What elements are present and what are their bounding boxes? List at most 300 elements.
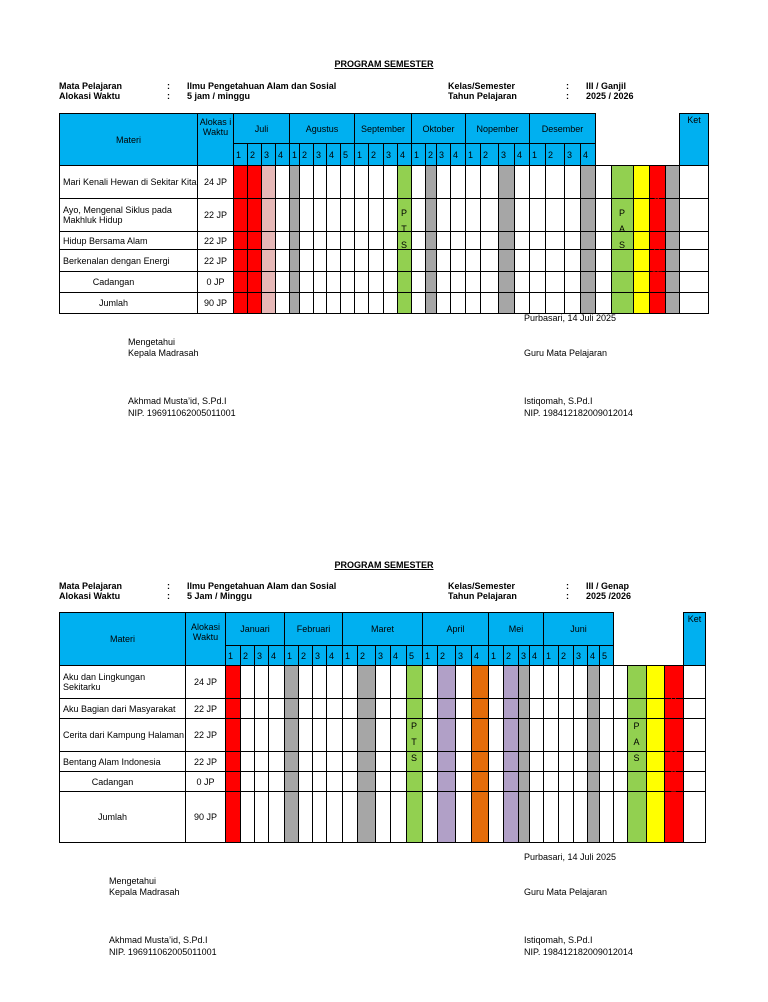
week-cell (471, 751, 489, 772)
week-cell (545, 271, 565, 293)
pas-label-letter: P (633, 721, 640, 731)
month-header: Nopember (465, 113, 530, 144)
materi-cell: Aku dan Lingkungan Sekitarku (59, 665, 186, 699)
week-cell (313, 292, 327, 314)
ket-cell (679, 249, 709, 272)
week-cell (514, 231, 530, 250)
kelas-label: Kelas/Semester (448, 581, 516, 591)
week-cell (247, 198, 262, 232)
week-cell (284, 698, 299, 719)
week-cell (326, 665, 343, 699)
week-cell (450, 198, 466, 232)
week-cell (599, 698, 614, 719)
week-cell (633, 198, 650, 232)
week-cell (503, 718, 519, 752)
week-number: 2 (299, 143, 314, 166)
week-cell (633, 249, 650, 272)
week-cell (529, 271, 546, 293)
week-cell (233, 198, 248, 232)
week-cell (599, 751, 614, 772)
kepala-nip: NIP. 196911062005011001 (109, 947, 217, 957)
week-number: 1 (488, 645, 504, 666)
week-cell (455, 791, 472, 843)
week-cell (254, 665, 269, 699)
libur-semester-label-letter: U (653, 206, 661, 217)
week-cell (326, 249, 341, 272)
week-cell (471, 665, 489, 699)
month-header: Mei (488, 612, 544, 646)
pas-label (611, 205, 633, 265)
week-cell (573, 665, 588, 699)
libur-semester-label-letter: B (670, 685, 677, 696)
ket-cell (683, 718, 706, 752)
week-cell (406, 791, 423, 843)
place-date: Purbasari, 14 Juli 2025 (524, 852, 617, 862)
week-cell (613, 665, 628, 699)
colon: : (566, 591, 569, 601)
week-number: 2 (357, 645, 376, 666)
week-number: 3 (498, 143, 515, 166)
month-header: Juli (233, 113, 290, 144)
week-cell (471, 771, 489, 792)
week-cell (357, 771, 376, 792)
libur-semester-label-letter: S (670, 727, 677, 738)
week-cell (573, 698, 588, 719)
week-cell (529, 165, 546, 199)
page-title: PROGRAM SEMESTER (334, 560, 434, 570)
week-cell (342, 771, 358, 792)
week-cell (233, 249, 248, 272)
week-cell (299, 231, 314, 250)
libur-semester-label-letter: R (653, 216, 661, 227)
week-cell (646, 665, 665, 699)
week-cell (646, 698, 665, 719)
week-cell (558, 698, 574, 719)
week-number: 1 (422, 645, 438, 666)
pts-label-letter: S (410, 753, 417, 763)
week-cell (375, 751, 391, 772)
colon: : (566, 581, 569, 591)
week-cell (397, 292, 412, 314)
week-cell (529, 718, 544, 752)
week-cell (275, 165, 290, 199)
month-header: April (422, 612, 489, 646)
week-cell (450, 249, 466, 272)
week-number: 1 (354, 143, 369, 166)
month-header: Agustus (289, 113, 355, 144)
ket-cell (683, 665, 706, 699)
libur-semester-label-letter: E (670, 789, 677, 800)
alokasi-cell: 22 JP (185, 698, 226, 719)
week-cell (564, 249, 581, 272)
week-cell (633, 231, 650, 250)
pts-label-letter: T (401, 224, 407, 234)
week-cell (225, 771, 241, 792)
tahun-value: 2025 / 2026 (586, 91, 634, 101)
week-cell (368, 165, 384, 199)
kepala-title: Kepala Madrasah (128, 348, 199, 358)
week-cell (390, 751, 407, 772)
week-cell (313, 249, 327, 272)
pas-label-letter: A (618, 224, 625, 234)
libur-semester-label-letter: R (653, 279, 661, 290)
kepala-title: Kepala Madrasah (109, 887, 180, 897)
week-number: 1 (342, 645, 358, 666)
week-cell (558, 791, 574, 843)
week-cell (340, 198, 355, 232)
kepala-name: Akhmad Musta’id, S.Pd.I (109, 935, 208, 945)
week-cell (275, 292, 290, 314)
alokasi-cell: 22 JP (185, 751, 226, 772)
colon: : (167, 81, 170, 91)
week-cell (313, 231, 327, 250)
week-cell (646, 751, 665, 772)
week-cell (261, 249, 276, 272)
materi-cell: Hidup Bersama Alam (59, 231, 198, 250)
week-cell (503, 665, 519, 699)
week-cell (240, 718, 255, 752)
pts-label-letter: P (400, 208, 407, 218)
week-cell (633, 165, 650, 199)
week-cell (480, 165, 499, 199)
week-cell (240, 791, 255, 843)
week-cell (633, 271, 650, 293)
week-cell (340, 271, 355, 293)
week-cell (397, 271, 412, 293)
week-cell (529, 771, 544, 792)
alokasi-cell: 0 JP (185, 771, 226, 792)
week-cell (436, 292, 451, 314)
week-cell (247, 165, 262, 199)
week-cell (573, 751, 588, 772)
week-cell (465, 165, 481, 199)
month-header: Oktober (411, 113, 466, 144)
pts-label-letter: T (411, 737, 417, 747)
week-cell (368, 292, 384, 314)
week-cell (529, 791, 544, 843)
pts-label (406, 718, 422, 778)
week-cell (268, 791, 285, 843)
week-number: 4 (275, 143, 290, 166)
week-number: 4 (268, 645, 285, 666)
week-cell (225, 751, 241, 772)
week-cell (284, 665, 299, 699)
week-cell (529, 751, 544, 772)
week-cell (406, 665, 423, 699)
week-cell (340, 249, 355, 272)
week-cell (488, 665, 504, 699)
week-cell (595, 231, 612, 250)
week-cell (312, 718, 327, 752)
ket-cell (683, 771, 706, 792)
ket-cell (683, 791, 706, 843)
week-cell (312, 698, 327, 719)
libur-semester-label-letter: B (653, 195, 660, 206)
week-cell (313, 198, 327, 232)
week-cell (326, 791, 343, 843)
week-cell (514, 292, 530, 314)
week-cell (383, 271, 398, 293)
week-number: 3 (383, 143, 398, 166)
week-cell (503, 771, 519, 792)
guru-title: Guru Mata Pelajaran (524, 348, 608, 358)
mengetahui-label: Mengetahui (109, 876, 157, 886)
materi-cell: Berkenalan dengan Energi (59, 249, 198, 272)
week-cell (240, 751, 255, 772)
week-cell (383, 198, 398, 232)
week-cell (342, 751, 358, 772)
libur-semester-label-letter: U (670, 696, 677, 707)
pts-label (397, 205, 411, 265)
pts-label-letter: S (400, 240, 407, 250)
materi-cell: Mari Kenali Hewan di Sekitar Kita (59, 165, 198, 199)
tahun-value: 2025 /2026 (586, 591, 632, 601)
week-number: 1 (465, 143, 481, 166)
week-cell (268, 751, 285, 772)
week-cell (247, 271, 262, 293)
week-cell (354, 271, 369, 293)
week-number: 1 (225, 645, 241, 666)
ket-cell (683, 751, 706, 772)
ket-cell (683, 698, 706, 719)
week-number: 4 (529, 645, 544, 666)
week-cell (613, 771, 628, 792)
libur-semester-label (649, 175, 665, 313)
ket-cell (679, 292, 709, 314)
week-cell (627, 791, 647, 843)
week-cell (299, 271, 314, 293)
mapel-label: Mata Pelajaran (59, 581, 123, 591)
week-cell (514, 198, 530, 232)
header-ket: Ket (683, 612, 706, 666)
week-cell (611, 271, 634, 293)
week-cell (580, 292, 596, 314)
week-number: 1 (289, 143, 300, 166)
week-cell (261, 165, 276, 199)
alokasi-label: Alokasi Waktu (59, 591, 121, 601)
week-cell (543, 698, 559, 719)
week-cell (665, 165, 680, 199)
week-cell (599, 771, 614, 792)
week-cell (595, 165, 612, 199)
week-cell (326, 698, 343, 719)
week-number: 1 (284, 645, 299, 666)
week-cell (471, 791, 489, 843)
week-cell (268, 771, 285, 792)
week-cell (437, 751, 456, 772)
week-cell (465, 198, 481, 232)
week-number: 4 (471, 645, 489, 666)
header-materi: Materi (59, 113, 198, 166)
kepala-nip: NIP. 196911062005011001 (128, 408, 236, 418)
week-number: 3 (436, 143, 451, 166)
ket-cell (679, 165, 709, 199)
header-alokasi-waktu: Alokasi Waktu (185, 612, 226, 666)
week-number: 2 (558, 645, 574, 666)
week-cell (411, 231, 426, 250)
week-cell (357, 791, 376, 843)
week-cell (488, 698, 504, 719)
week-cell (368, 249, 384, 272)
week-cell (225, 698, 241, 719)
week-cell (480, 231, 499, 250)
week-cell (488, 718, 504, 752)
kelas-value: III / Ganjil (586, 81, 627, 91)
ket-cell (679, 231, 709, 250)
week-cell (342, 791, 358, 843)
week-cell (627, 665, 647, 699)
week-cell (580, 165, 596, 199)
week-number: 4 (580, 143, 596, 166)
week-cell (665, 198, 680, 232)
week-cell (646, 791, 665, 843)
week-cell (471, 698, 489, 719)
week-cell (564, 165, 581, 199)
guru-name: Istiqomah, S.Pd.I (524, 396, 593, 406)
mapel-value: Ilmu Pengetahuan Alam dan Sosial (187, 81, 337, 91)
materi-cell: Cadangan (59, 771, 186, 792)
week-number: 2 (503, 645, 519, 666)
pas-label-letter: P (618, 208, 625, 218)
week-number: 2 (368, 143, 384, 166)
week-number: 5 (599, 645, 614, 666)
week-cell (465, 249, 481, 272)
week-cell (268, 665, 285, 699)
week-cell (275, 249, 290, 272)
week-number: 1 (529, 143, 546, 166)
guru-name: Istiqomah, S.Pd.I (524, 935, 593, 945)
week-cell (411, 165, 426, 199)
week-cell (375, 771, 391, 792)
libur-semester-label-letter: I (655, 185, 659, 196)
ket-cell (679, 198, 709, 232)
week-cell (613, 751, 628, 772)
week-cell (299, 292, 314, 314)
week-cell (422, 751, 438, 772)
week-cell (298, 771, 313, 792)
week-cell (450, 165, 466, 199)
week-cell (254, 771, 269, 792)
week-cell (233, 231, 248, 250)
week-cell (595, 292, 612, 314)
week-cell (298, 751, 313, 772)
month-header: Januari (225, 612, 285, 646)
pas-label-letter: S (633, 753, 640, 763)
libur-semester-label-letter: E (670, 737, 677, 748)
week-cell (436, 198, 451, 232)
week-cell (326, 198, 341, 232)
week-cell (233, 165, 248, 199)
week-cell (665, 292, 680, 314)
week-cell (354, 165, 369, 199)
week-number: 2 (298, 645, 313, 666)
week-cell (450, 271, 466, 293)
week-cell (558, 665, 574, 699)
week-cell (529, 231, 546, 250)
week-cell (498, 271, 515, 293)
week-number: 2 (247, 143, 262, 166)
guru-title: Guru Mata Pelajaran (524, 887, 608, 897)
week-cell (488, 791, 504, 843)
colon: : (167, 581, 170, 591)
week-cell (275, 231, 290, 250)
week-cell (558, 771, 574, 792)
libur-semester-label-letter: T (670, 779, 677, 790)
week-cell (422, 771, 438, 792)
place-date: Purbasari, 14 Juli 2025 (524, 313, 617, 323)
week-cell (298, 665, 313, 699)
alokasi-cell: 90 JP (197, 292, 234, 314)
week-cell (545, 165, 565, 199)
week-cell (450, 231, 466, 250)
week-cell (545, 249, 565, 272)
week-cell (240, 771, 255, 792)
week-cell (503, 751, 519, 772)
week-number: 2 (480, 143, 499, 166)
libur-semester-label-letter: L (654, 175, 660, 185)
pas-label (627, 718, 646, 778)
week-cell (498, 292, 515, 314)
week-cell (383, 165, 398, 199)
week-cell (545, 231, 565, 250)
week-cell (261, 231, 276, 250)
week-cell (580, 249, 596, 272)
week-cell (368, 198, 384, 232)
week-cell (375, 698, 391, 719)
week-cell (558, 718, 574, 752)
ket-cell (679, 271, 709, 293)
week-cell (254, 718, 269, 752)
week-cell (498, 198, 515, 232)
week-cell (573, 718, 588, 752)
week-cell (455, 751, 472, 772)
week-number: 2 (425, 143, 437, 166)
week-cell (613, 698, 628, 719)
week-number: 3 (375, 645, 391, 666)
week-cell (514, 249, 530, 272)
week-cell (326, 231, 341, 250)
week-cell (233, 271, 248, 293)
week-cell (471, 718, 489, 752)
week-cell (665, 249, 680, 272)
week-cell (225, 791, 241, 843)
week-cell (357, 751, 376, 772)
week-cell (564, 198, 581, 232)
week-cell (437, 718, 456, 752)
week-cell (646, 718, 665, 752)
week-cell (326, 271, 341, 293)
week-number: 1 (411, 143, 426, 166)
week-cell (455, 718, 472, 752)
week-cell (268, 698, 285, 719)
alokasi-cell: 22 JP (185, 718, 226, 752)
week-cell (580, 271, 596, 293)
libur-semester-label-letter: M (669, 748, 678, 759)
week-number: 2 (545, 143, 565, 166)
week-cell (247, 292, 262, 314)
alokasi-value: 5 jam / minggu (187, 91, 251, 101)
week-cell (480, 198, 499, 232)
week-cell (313, 165, 327, 199)
week-cell (411, 271, 426, 293)
week-cell (254, 751, 269, 772)
week-cell (342, 665, 358, 699)
week-cell (340, 231, 355, 250)
mapel-value: Ilmu Pengetahuan Alam dan Sosial (187, 581, 337, 591)
week-cell (354, 198, 369, 232)
week-number: 4 (326, 645, 343, 666)
week-cell (299, 249, 314, 272)
